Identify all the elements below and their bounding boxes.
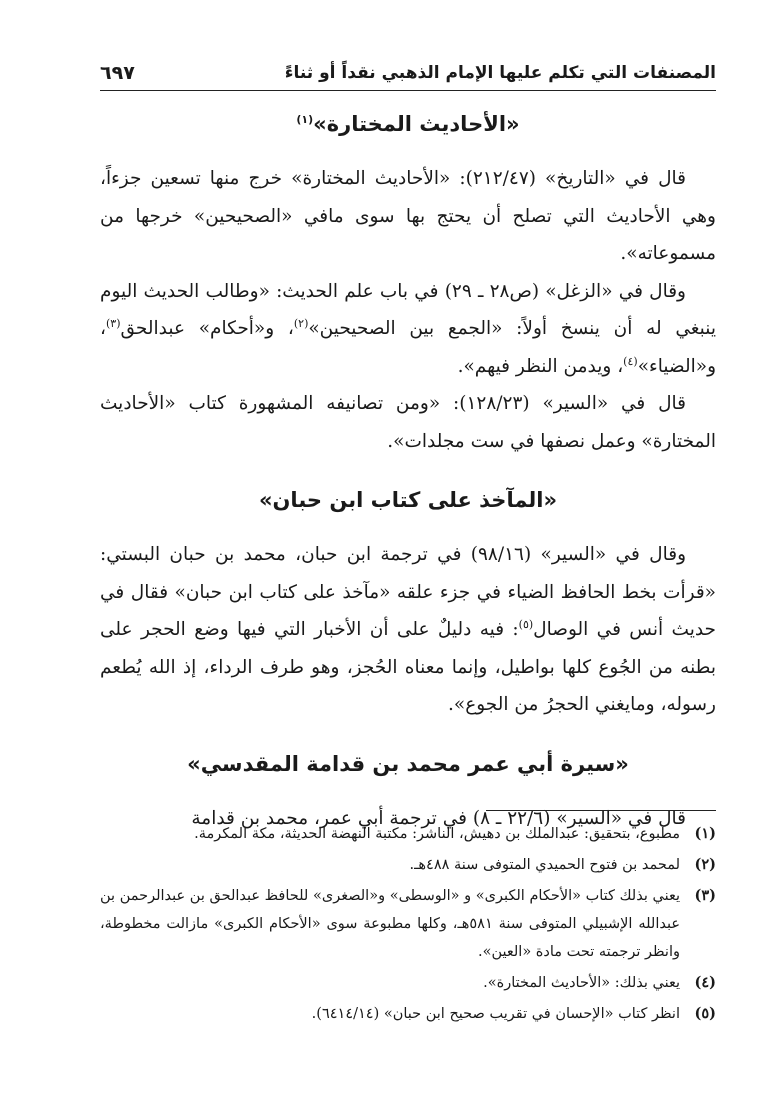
footnote: (٣) يعني بذلك كتاب «الأحكام الكبرى» و «الوسطى» و«الصغرى» للحافظ عبدالحق بن عبدالرحمن بن عبدالله الإشبيلي المتوفى سنة ٥٨١هـ، وكلها مطبوعة سوى «الأحكام الكبرى» مازالت مخطوطة، وانظر ترجمته تحت مادة «العين». — [100, 887, 716, 960]
footnote-divider — [486, 810, 716, 811]
section-title: «الأحاديث المختارة»$^{(١)}$ — [296, 112, 520, 136]
footnote: (١) مطبوع، بتحقيق: عبدالملك بن دهيش، الناشر: مكتبة النهضة الحديثة، مكة المكرمة. — [194, 825, 716, 842]
page-header — [100, 56, 716, 91]
section-title: «المآخذ على كتاب ابن حبان» — [258, 488, 558, 512]
main-text — [100, 104, 716, 837]
paragraph: وقال في «السير» (٩٨/١٦) في ترجمة ابن حبان، محمد بن حبان البستي: «قرأت بخط الحافظ الضياء في جزء علقه «مآخذ على كتاب ابن حبان» فقال في حديث أنس في الوصال$^{(٥)}$: فيه دليلٌ على أن الأخبار التي فيها وضع الحجر على بطنه من الجُوع كلها بواطيل، وإنما معناه الحُجز، وهو طرف الرداء، إذ الله يُطعم رسوله، ومايغني الحجرُ من الجوع». — [100, 544, 716, 715]
paragraph: وقال في «الزغل» (ص٢٨ ـ ٢٩) في باب علم الحديث: «وطالب الحديث اليوم ينبغي له أن ينسخ أولاً: «الجمع بين الصحيحين»$^{(٢)}$، و«أحكام» عبدالحق$^{(٣)}$، و«الضياء»$^{(٤)}$، ويدمن النظر فيهم». — [100, 280, 716, 377]
footnote: (٥) انظر كتاب «الإحسان في تقريب صحيح ابن حبان» (٦٤١٤/١٤). — [311, 1005, 716, 1022]
footnote-ref: (٢) — [293, 316, 309, 330]
footnote-ref: (٥) — [518, 617, 534, 631]
running-title: المصنفات التي تكلم عليها الإمام الذهبي نقداً أو ثناءً — [284, 63, 716, 83]
paragraph: قال في «السير» (١٢٨/٢٣): «ومن تصانيفه المشهورة كتاب «الأحاديث المختارة» وعمل نصفها في ست مجلدات». — [100, 393, 716, 452]
paragraph: قال في «التاريخ» (٢١٢/٤٧): «الأحاديث المختارة» خرج منها تسعين جزءاً، وهي الأحاديث التي تصلح أن يحتج بها سوى مافي «الصحيحين» خرجها من مسموعاته». — [100, 168, 716, 264]
paragraph: قال في «السير» (٢٢/٦ ـ ٨) في ترجمة أبي عمر، محمد بن قدامة — [191, 807, 686, 829]
footnote-ref: (٣) — [105, 316, 121, 330]
footnotes — [100, 820, 716, 1031]
page-number: ٦٩٧ — [100, 62, 135, 84]
footnote-ref: (٤) — [623, 354, 638, 368]
section-title: «سيرة أبي عمر محمد بن قدامة المقدسي» — [187, 751, 629, 776]
footnote: (٤) يعني بذلك: «الأحاديث المختارة». — [483, 974, 716, 991]
footnote: (٢) لمحمد بن فتوح الحميدي المتوفى سنة ٤٨٨هـ. — [409, 856, 716, 873]
